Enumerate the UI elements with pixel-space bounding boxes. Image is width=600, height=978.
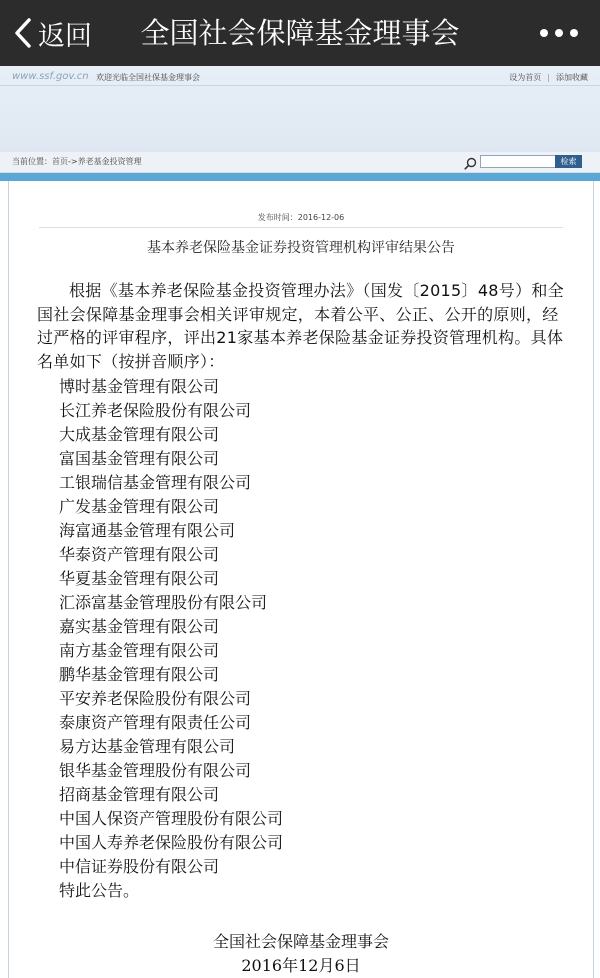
more-options-icon[interactable] (540, 22, 578, 44)
institution-item: 工银瑞信基金管理有限公司 (59, 473, 252, 492)
header-divider (0, 85, 600, 86)
dot (570, 29, 578, 37)
page-title: 全国社会保障基金理事会 (140, 16, 460, 50)
site-header (0, 66, 600, 152)
institution-item: 招商基金管理有限公司 (59, 785, 220, 804)
institution-item: 华夏基金管理有限公司 (59, 569, 220, 588)
welcome-text: 欢迎光临全国社保基金理事会 (96, 73, 200, 82)
article-title: 基本养老保险基金证券投资管理机构评审结果公告 (147, 240, 455, 256)
breadcrumb-bar (0, 152, 600, 173)
institution-item: 中信证券股份有限公司 (59, 857, 220, 876)
intro-paragraph: 根据《基本养老保险基金投资管理办法》（国发〔2015〕48号）和全国社会保障基金理事会相关评审规定，本着公平、公正、公开的原则，经过严格的评审程序，评出21家基本养老保险基金证券投资管理机构。具体名单如下（按拼音顺序）： (37, 281, 564, 371)
top-nav-bar (0, 0, 600, 66)
institution-item: 大成基金管理有限公司 (59, 425, 220, 444)
header-links (509, 72, 588, 83)
institution-item: 富国基金管理有限公司 (59, 449, 220, 468)
dot (540, 29, 548, 37)
institution-item: 汇添富基金管理股份有限公司 (59, 593, 268, 612)
search-input[interactable] (480, 155, 558, 168)
institution-item: 银华基金管理股份有限公司 (59, 761, 252, 780)
breadcrumb: 当前位置：首页->养老基金投资管理 (12, 157, 142, 166)
chevron-left-icon (14, 18, 32, 48)
search-icon[interactable] (464, 155, 477, 174)
set-homepage-link[interactable]: 设为首页 (509, 73, 542, 82)
institution-item: 长江养老保险股份有限公司 (59, 401, 252, 420)
article-frame (8, 181, 594, 978)
signature-date: 2016年12月6日 (241, 956, 361, 975)
header-band (0, 173, 600, 181)
institution-item: 中国人保资产管理股份有限公司 (59, 809, 284, 828)
institution-item: 中国人寿养老保险股份有限公司 (59, 833, 284, 852)
publish-time: 发布时间：2016-12-06 (257, 213, 345, 222)
closing-text: 特此公告。 (59, 881, 140, 900)
institution-item: 泰康资产管理有限责任公司 (59, 713, 252, 732)
add-favorite-link[interactable]: 添加收藏 (556, 73, 588, 82)
signature-org: 全国社会保障基金理事会 (212, 932, 389, 951)
back-label: 返回 (38, 20, 92, 52)
institution-item: 海富通基金管理有限公司 (59, 521, 236, 540)
title-divider (39, 227, 563, 228)
back-button[interactable] (14, 12, 92, 54)
institution-item: 南方基金管理有限公司 (59, 641, 220, 660)
dot (555, 29, 563, 37)
link-separator: | (547, 73, 550, 82)
institution-item: 广发基金管理有限公司 (59, 497, 220, 516)
institution-item: 嘉实基金管理有限公司 (59, 617, 220, 636)
institution-list (59, 375, 283, 879)
site-url: www.ssf.gov.cn (12, 71, 89, 82)
institution-item: 易方达基金管理有限公司 (59, 737, 236, 756)
search-button[interactable]: 检索 (555, 155, 582, 168)
institution-item: 平安养老保险股份有限公司 (59, 689, 252, 708)
institution-item: 博时基金管理有限公司 (59, 377, 220, 396)
institution-item: 华泰资产管理有限公司 (59, 545, 220, 564)
institution-item: 鹏华基金管理有限公司 (59, 665, 220, 684)
